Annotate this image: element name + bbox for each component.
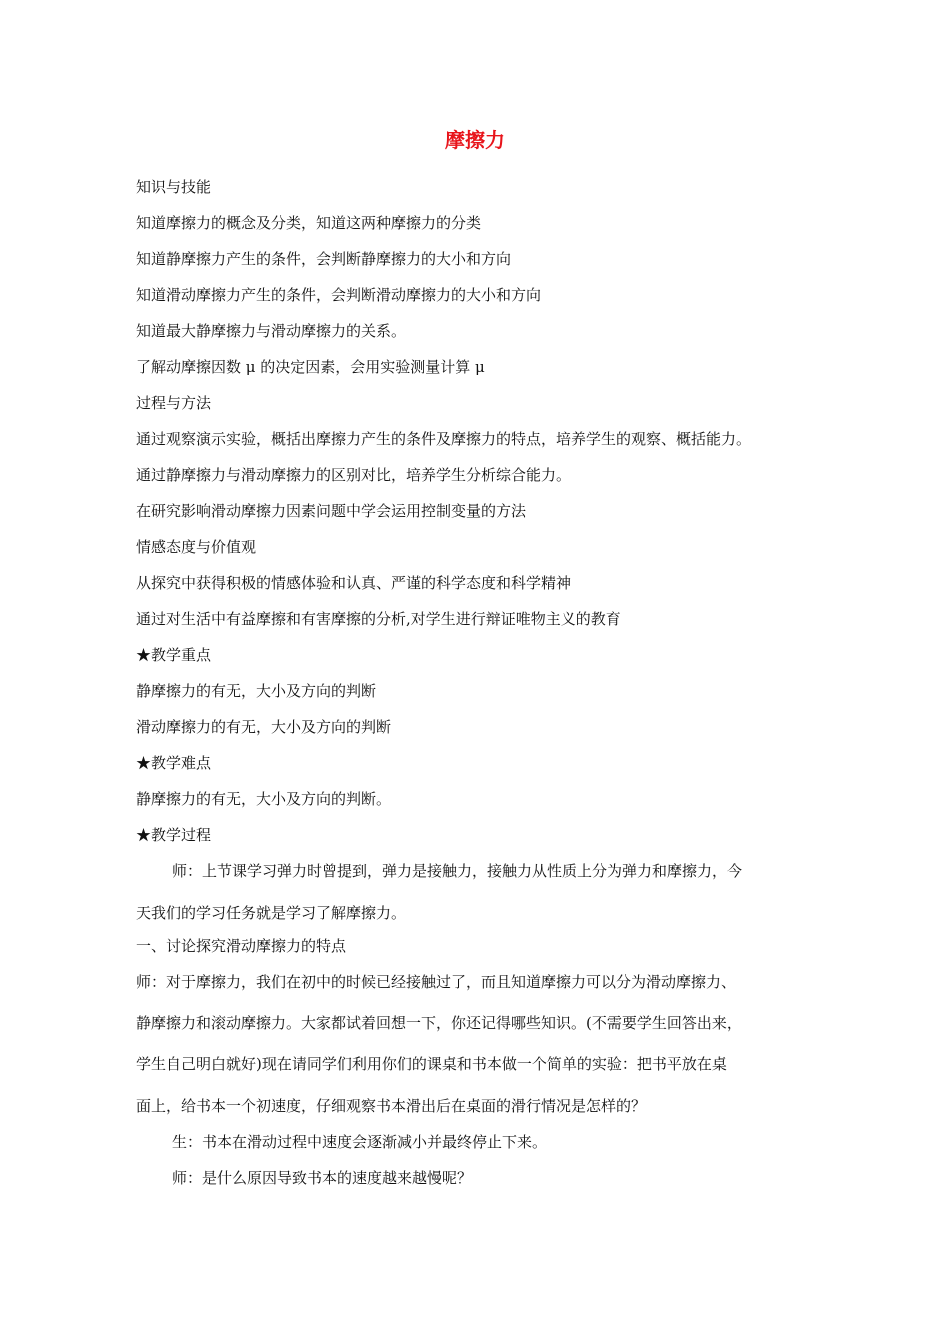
- text-line: 师：上节课学习弹力时曾提到，弹力是接触力，接触力从性质上分为弹力和摩擦力，今: [172, 862, 743, 880]
- text-line: 静摩擦力和滚动摩擦力。大家都试着回想一下，你还记得哪些知识。(不需要学生回答出来，: [136, 1014, 742, 1032]
- text-line: 知道摩擦力的概念及分类，知道这两种摩擦力的分类: [136, 214, 482, 232]
- text-line: 通过静摩擦力与滑动摩擦力的区别对比，培养学生分析综合能力。: [136, 466, 572, 484]
- text-line: 在研究影响滑动摩擦力因素问题中学会运用控制变量的方法: [136, 502, 527, 520]
- section-heading: 过程与方法: [136, 394, 212, 412]
- text-line: 从探究中获得积极的情感体验和认真、严谨的科学态度和科学精神: [136, 574, 572, 592]
- page-title: 摩擦力: [445, 128, 505, 152]
- text-line: 静摩擦力的有无，大小及方向的判断。: [136, 790, 392, 808]
- section-heading: 情感态度与价值观: [136, 538, 257, 556]
- text-line: 知道静摩擦力产生的条件，会判断静摩擦力的大小和方向: [136, 250, 512, 268]
- text-line: 知道滑动摩擦力产生的条件，会判断滑动摩擦力的大小和方向: [136, 286, 542, 304]
- text-line: 通过对生活中有益摩擦和有害摩擦的分析,对学生进行辩证唯物主义的教育: [136, 610, 621, 628]
- text-line: 生：书本在滑动过程中速度会逐渐减小并最终停止下来。: [172, 1133, 548, 1151]
- text-line: 学生自己明白就好)现在请同学们利用你们的课桌和书本做一个简单的实验：把书平放在桌: [136, 1055, 727, 1073]
- text-line: 了解动摩擦因数 μ 的决定因素，会用实验测量计算 μ: [136, 358, 485, 376]
- section-heading: ★教学重点: [136, 646, 212, 664]
- text-line: 师：对于摩擦力，我们在初中的时候已经接触过了，而且知道摩擦力可以分为滑动摩擦力、: [136, 973, 737, 991]
- text-line: 静摩擦力的有无，大小及方向的判断: [136, 682, 377, 700]
- text-line: 面上，给书本一个初速度，仔细观察书本滑出后在桌面的滑行情况是怎样的？: [136, 1097, 647, 1115]
- section-heading: ★教学难点: [136, 754, 212, 772]
- text-line: 师：是什么原因导致书本的速度越来越慢呢？: [172, 1169, 473, 1187]
- section-heading: 知识与技能: [136, 178, 212, 196]
- text-line: 滑动摩擦力的有无，大小及方向的判断: [136, 718, 392, 736]
- text-line: 一、讨论探究滑动摩擦力的特点: [136, 937, 347, 955]
- section-heading: ★教学过程: [136, 826, 212, 844]
- text-line: 知道最大静摩擦力与滑动摩擦力的关系。: [136, 322, 407, 340]
- text-line: 通过观察演示实验，概括出摩擦力产生的条件及摩擦力的特点，培养学生的观察、概括能力。: [136, 430, 752, 448]
- text-line: 天我们的学习任务就是学习了解摩擦力。: [136, 904, 407, 922]
